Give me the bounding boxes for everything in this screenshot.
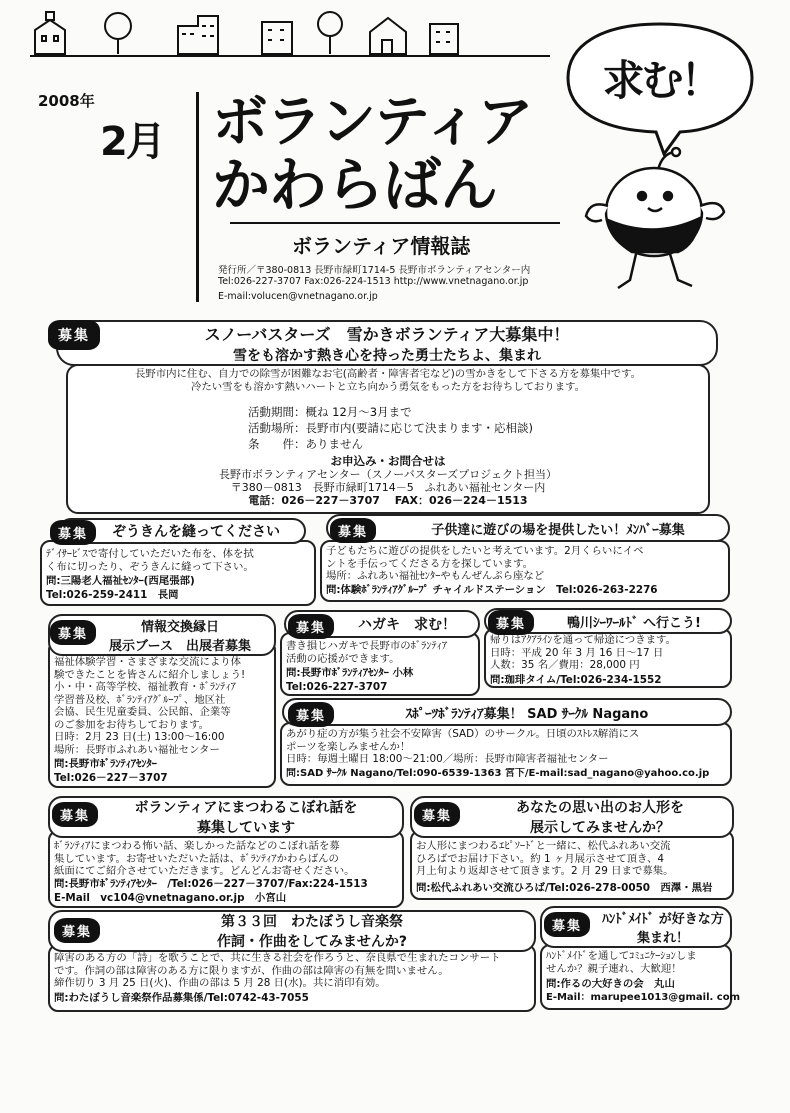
music-body: 障害のある方の「詩」を歌うことで、共に生きる社会を作ろうと、奈良県で生まれたコンサート です。作詞の部は障害のある方に限りますが、作曲の部は障害の有無を問いません。 締作切り 3 月 25 日(火)、作曲の部は 5 月 28 日(水)。共に消印有効。 xyxy=(54,952,501,990)
doll-title2: 展示してみませんか？ xyxy=(530,820,670,836)
sad-contact: 問:SAD ｻｰｸﾙ Nagano/Tel:090-6539-1363 宮下/E-mail:sad_nagano@yahoo.co.jp xyxy=(286,768,710,779)
hagaki-title: ハガキ 求む！ xyxy=(358,617,456,633)
masthead-title xyxy=(212,90,572,219)
music-title1: 第３３回 わたぼうし音楽祭 xyxy=(221,914,403,930)
info-title2: 展示ブース 出展者募集 xyxy=(109,639,251,654)
publisher-tel: Tel:026-227-3707 Fax:026-224-1513 http://www.vnetnagano.or.jp xyxy=(218,276,529,287)
kids-title: 子供達に遊びの場を提供したい！ﾒﾝﾊﾞｰ募集 xyxy=(431,522,685,538)
kamogawa-title: 鴨川ｼｰﾜｰﾙﾄﾞ へ行こう! xyxy=(567,615,701,631)
music-header xyxy=(48,910,536,952)
kamogawa-body: 帰りはｱｸｱﾗｲﾝを通って帰途につきます。 日時：平成 20 年 3 月 16 日～17 日 人数：35 名／費用：28,000 円 xyxy=(490,634,676,672)
snow-title2: 雪をも溶かす熱き心を持った勇士たちよ、集まれ xyxy=(233,347,541,364)
town-skyline-illustration xyxy=(30,4,550,58)
snow-contact3: 電話：026－227－3707 FAX：026－224－1513 xyxy=(248,495,528,507)
zokin-title: ぞうきんを縫ってください xyxy=(112,524,280,540)
masthead-rule-horizontal xyxy=(230,222,560,224)
handmade-recruit-tag: 募集 xyxy=(544,912,590,937)
handmade-contact: 問:作るの大好きの会 丸山 xyxy=(546,978,675,990)
doll-contact: 問:松代ふれあい交流ひろば/Tel:026-278-0050 西澤・黒岩 xyxy=(416,882,713,894)
snow-intro1: 長野市内に住む、自力での除雪が困難なお宅(高齢者・障害者宅など)の雪かきをして下さる方を募集中です。 xyxy=(134,368,642,380)
snow-contact1: 長野市ボランティアセンター（スノーバスターズプロジェクト担当） xyxy=(219,469,557,481)
kamogawa-contact: 問:珈琲タイム/Tel:026-234-1552 xyxy=(490,674,662,686)
info-contact: 問:長野市ﾎﾞﾗﾝﾃｨｱｾﾝﾀｰ xyxy=(54,758,157,770)
kamogawa-recruit-tag: 募集 xyxy=(488,610,534,635)
snow-intro2: 冷たい雪をも溶かす熱いハートと立ち向かう勇気をもった方をお待ちしております。 xyxy=(190,381,585,393)
handmade-title2: 集まれ！ xyxy=(636,931,689,946)
masthead-rule-vertical xyxy=(196,92,199,302)
mascot-character xyxy=(582,140,732,300)
kids-contact: 問:体験ﾎﾞﾗﾝﾃｨｱｸﾞﾙｰﾌﾟ チャイルドステーション Tel:026-263-2276 xyxy=(326,584,658,596)
snow-busters-header xyxy=(56,320,718,366)
hagaki-tel: Tel:026-227-3707 xyxy=(286,681,388,693)
issue-year: 2008年 xyxy=(38,92,95,110)
handmade-body: ﾊﾝﾄﾞﾒｲﾄﾞを通してｺﾐｭﾆｹｰｼｮﾝしま せんか？親子連れ、大歓迎！ xyxy=(546,950,697,975)
music-recruit-tag: 募集 xyxy=(54,918,100,943)
snow-condition: 条 件：ありません xyxy=(248,438,363,451)
kobore-title1: ボランティアにまつわるこぼれ話を xyxy=(134,800,358,816)
snow-period: 活動期間：概ね 12月～3月まで xyxy=(248,406,412,419)
handmade-title1: ﾊﾝﾄﾞﾒｲﾄﾞ が好きな方 xyxy=(602,912,724,927)
kobore-header xyxy=(48,796,404,838)
sad-recruit-tag: 募集 xyxy=(288,702,334,727)
music-title2: 作詞・作曲をしてみませんか? xyxy=(216,934,408,950)
snow-title1: スノーバスターズ 雪かきボランティア大募集中！ xyxy=(204,324,570,344)
kobore-title2: 募集しています xyxy=(197,820,295,836)
snow-recruit-tag: 募集 xyxy=(48,320,100,350)
snow-contact2: 〒380－0813 長野市緑町1714－5 ふれあい福祉センター内 xyxy=(230,482,546,494)
info-tel: Tel:026－227－3707 xyxy=(54,772,168,784)
bubble-text: 求む！ xyxy=(602,56,720,105)
issue-month: 2月 xyxy=(100,119,164,165)
hagaki-contact: 問:長野市ﾎﾞﾗﾝﾃｨｱｾﾝﾀｰ 小林 xyxy=(286,667,414,679)
kobore-body: ﾎﾞﾗﾝﾃｨｱにまつわる怖い話、楽しかった話などのこぼれ話を募 集しています。お寄せいただいた話は、ﾎﾞﾗﾝﾃｨｱかわらばんの 紙面にてご紹介させていただきます。どんどんお寄せください。 xyxy=(54,840,355,878)
kobore-recruit-tag: 募集 xyxy=(52,802,98,827)
snow-place: 活動場所：長野市内(要請に応じて決まります・応相談) xyxy=(248,422,533,435)
info-recruit-tag: 募集 xyxy=(50,620,96,645)
sad-title: ｽﾎﾟｰﾂﾎﾞﾗﾝﾃｨｱ募集！ SAD ｻｰｸﾙ Nagano xyxy=(405,706,649,722)
masthead-subtitle: ボランティア情報誌 xyxy=(292,234,471,258)
publisher-address: 発行所／〒380-0813 長野市緑町1714-5 長野市ボランティアセンター内 xyxy=(218,265,531,276)
masthead-title-line2: かわらばん xyxy=(212,151,498,219)
sad-header xyxy=(282,698,732,726)
sad-body: あがり症の方が集う社会不安障害（SAD）のサークル。日頃のｽﾄﾚｽ解消にス ポーツを楽しみませんか！ 日時：毎週土曜日 18:00～21:00／場所：長野市障害者福祉センター xyxy=(286,728,640,766)
kids-header xyxy=(326,514,730,542)
snow-contact-head: お申込み・お問合せは xyxy=(330,455,446,468)
masthead-title-line1: ボランティア xyxy=(212,90,532,155)
kobore-email: E-Mail vc104@vnetnagano.or.jp 小宮山 xyxy=(54,892,287,904)
info-title1: 情報交換縁日 xyxy=(140,620,219,635)
handmade-email: E-Mail：marupee1013@gmail. com xyxy=(546,992,740,1003)
doll-body: お人形にまつわるｴﾋﾟｿｰﾄﾞと一緒に、松代ふれあい交流 ひろばでお届け下さい。約 1 ヶ月展示させて頂き、4 月上旬より返却させて頂きます。2 月 29 日まで募集。 xyxy=(416,840,674,878)
kids-recruit-tag: 募集 xyxy=(330,518,376,543)
zokin-contact: 問:三陽老人福祉ｾﾝﾀｰ(西尾張部) xyxy=(46,575,195,587)
kids-body: 子どもたちに遊びの提供をしたいと考えています。2月くらいにイベ ントを手伝ってくださる方を探しています。 場所：ふれあい福祉ｾﾝﾀｰやもんぜんぷら座など xyxy=(326,545,644,583)
kobore-contact: 問:長野市ﾎﾞﾗﾝﾃｨｱｾﾝﾀｰ /Tel:026－227－3707/Fax:224-1513 xyxy=(54,878,368,890)
zokin-recruit-tag: 募集 xyxy=(50,520,96,545)
music-contact: 問:わたぼうし音楽祭作品募集係/Tel:0742-43-7055 xyxy=(54,992,309,1004)
zokin-tel: Tel:026-259-2411 長岡 xyxy=(46,589,179,601)
hagaki-recruit-tag: 募集 xyxy=(288,614,334,639)
doll-title1: あなたの思い出のお人形を xyxy=(516,800,684,816)
publisher-email: E-mail:volucen@vnetnagano.or.jp xyxy=(218,291,378,302)
info-body: 福祉体験学習・さまざまな交流により体 験できたことを皆さんに紹介しましょう! 小・中・高等学校、福祉教育・ﾎﾞﾗﾝﾃｨｱ 学習普及校、ﾎﾞﾗﾝﾃｨｱｸﾞﾙｰﾌﾟ、地区社 会協、民生児童委員、公民館、企業等 のご参加をお待ちしております。 日時：2月 23 日(土) 13:00～16:00 場所：長野市ふれあい福祉センター xyxy=(54,656,246,756)
doll-recruit-tag: 募集 xyxy=(414,802,460,827)
hagaki-body: 書き損じハガキで長野市のﾎﾞﾗﾝﾃｨｱ 活動の応援ができます。 xyxy=(286,640,448,665)
zokin-body: ﾃﾞｲｻｰﾋﾞｽで寄付していただいた布を、体を拭 く布に切ったり、ぞうきんに縫って下さい。 xyxy=(46,548,254,573)
